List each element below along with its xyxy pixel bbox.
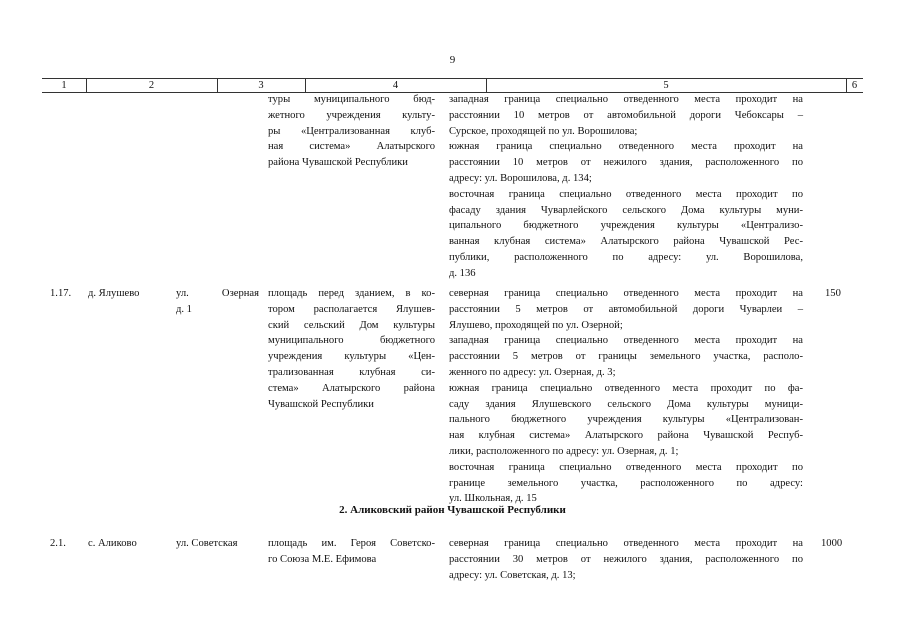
row-117-street: ул. Озерная д. 1 bbox=[176, 288, 259, 315]
page-number: 9 bbox=[449, 54, 456, 66]
table-header bbox=[42, 78, 863, 93]
row-21-col4: площадь им. Героя Советско- го Союза М.Е. Ефимова bbox=[268, 538, 435, 565]
header-col-2: 2 bbox=[148, 80, 155, 91]
header-col-3: 3 bbox=[258, 80, 264, 91]
row-21-number: 2.1. bbox=[50, 538, 66, 549]
row-117-number: 1.17. bbox=[50, 288, 72, 299]
row-117-col5: северная граница специально отведенного места проходит на расстоянии 5 метров от автомобильной дороги Чуварлеи – Ялушево, проходящей по ул. Озерной; западная граница специально отведенного места проходит на расстоянии 5 метров от границы земельного участка, располо- женного по адресу: ул. Озерная, д. 3; южная граница специально отведенного места проходит по фа- саду здания Ялушевского сельского Дома культуры муници- пального бюджетного учреждения культуры «Централизован- ная клубная система» Алатырского района Чувашской Респуб- лики, расположенного по адресу: ул. Озерная, д. 1; восточная граница специально отведенного места проходит по границе земельного участка, расположенного по адресу: ул. Школьная, д. 15 bbox=[449, 288, 803, 505]
row-21-col5: северная граница специально отведенного места проходит на расстоянии 30 метров от нежилого здания, расположенного по адресу: ул. Советская, д. 13; bbox=[449, 538, 803, 581]
row-117-settlement: д. Ялушево bbox=[88, 288, 140, 299]
row-117-col4: площадь перед зданием, в ко- тором располагается Ялушев- ский сельский Дом культуры муниципального бюджетного учреждения культуры «Цен- трализованная клубная си- стема» Алатырского района Чувашской Республики bbox=[268, 288, 435, 410]
header-col-4: 4 bbox=[392, 80, 399, 91]
row-21-street: ул. Советская bbox=[176, 538, 238, 549]
cont-col4: туры муниципального бюд- жетного учреждения культу- ры «Централизованная клуб- ная система» Алатырского района Чувашской Республики bbox=[268, 94, 435, 169]
header-col-1: 1 bbox=[61, 80, 67, 91]
row-117-count: 150 bbox=[825, 288, 841, 299]
cont-col5: западная граница специально отведенного места проходит на расстоянии 10 метров от автомобильной дороги Чебоксары – Сурское, проходящей по ул. Ворошилова; южная граница специально отведенного места проходит на расстоянии 10 метров от нежилого здания, расположенного по адресу: ул. Ворошилова, д. 134; восточная граница специально отведенного места проходит по фасаду здания Чуварлейского сельского Дома культуры муни- ципального бюджетного учреждения культуры «Централизо- ванная клубная система» Алатырского района Чувашской Рес- публики, расположенного по адресу: ул. Ворошилова, д. 136 bbox=[449, 94, 803, 279]
header-col-6: 6 bbox=[851, 80, 858, 91]
section-title: 2. Аликовский район Чувашской Республики bbox=[339, 504, 566, 516]
row-21-settlement: с. Аликово bbox=[88, 538, 137, 549]
header-col-5: 5 bbox=[663, 80, 669, 91]
row-21-count: 1000 bbox=[821, 538, 843, 549]
